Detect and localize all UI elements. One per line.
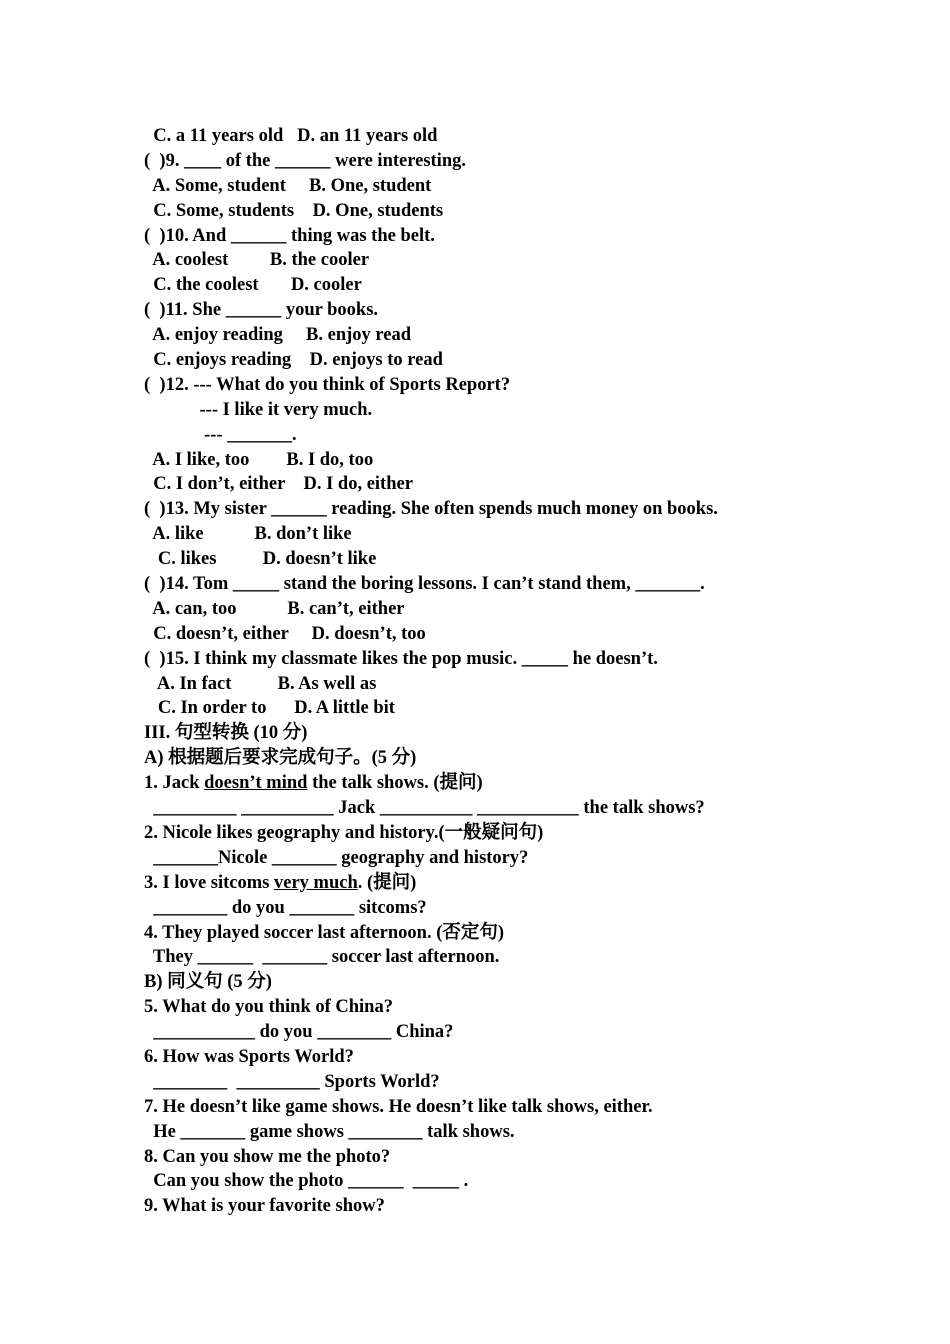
line-text: III. 句型转换 (10 分) bbox=[144, 723, 308, 744]
text-line bbox=[144, 1169, 904, 1194]
line-text: A. enjoy reading B. enjoy read bbox=[144, 325, 412, 346]
text-line bbox=[144, 622, 904, 647]
text-line bbox=[144, 472, 904, 497]
line-text: B) 同义句 (5 分) bbox=[144, 972, 272, 993]
text-line bbox=[144, 298, 904, 323]
line-text: ________ _________ Sports World? bbox=[144, 1071, 440, 1092]
text-line bbox=[144, 896, 904, 921]
line-text: 1. Jack bbox=[144, 773, 205, 794]
text-line bbox=[144, 448, 904, 473]
line-text: --- I like it very much. bbox=[144, 399, 373, 420]
text-line bbox=[144, 348, 904, 373]
underlined-text: doesn’t mind bbox=[204, 773, 308, 794]
line-text: C. a 11 years old D. an 11 years old bbox=[144, 126, 438, 146]
line-text: They ______ _______ soccer last afternoon. bbox=[144, 947, 500, 968]
line-text: Can you show the photo ______ _____ . bbox=[144, 1171, 469, 1192]
text-line bbox=[144, 672, 904, 697]
text-line bbox=[144, 821, 904, 846]
line-text: C. the coolest D. cooler bbox=[144, 275, 362, 296]
line-text: C. In order to D. A little bit bbox=[144, 698, 395, 719]
text-line bbox=[144, 771, 904, 796]
text-line bbox=[144, 398, 904, 423]
line-text: ( )11. She ______ your books. bbox=[144, 300, 379, 321]
text-line bbox=[144, 1070, 904, 1095]
text-line bbox=[144, 1045, 904, 1070]
line-text: 8. Can you show me the photo? bbox=[144, 1146, 391, 1167]
text-line bbox=[144, 1020, 904, 1045]
line-text: 3. I love sitcoms bbox=[144, 872, 274, 893]
line-text: C. likes D. doesn’t like bbox=[144, 549, 377, 570]
text-line bbox=[144, 323, 904, 348]
text-line bbox=[144, 572, 904, 597]
text-line bbox=[144, 945, 904, 970]
line-text: A. like B. don’t like bbox=[144, 524, 352, 545]
line-text: the talk shows. (提问) bbox=[307, 773, 483, 794]
text-line bbox=[144, 423, 904, 448]
line-text: ( )15. I think my classmate likes the pop music. _____ he doesn’t. bbox=[144, 648, 658, 669]
line-text: ___________ do you ________ China? bbox=[144, 1022, 454, 1043]
line-text: 4. They played soccer last afternoon. (否定句) bbox=[144, 922, 505, 943]
line-text: _________ __________ Jack __________ ___________ the talk shows? bbox=[144, 798, 705, 819]
text-line bbox=[144, 273, 904, 298]
text-line bbox=[144, 746, 904, 771]
text-line bbox=[144, 721, 904, 746]
text-line bbox=[144, 1194, 904, 1219]
line-text: 6. How was Sports World? bbox=[144, 1046, 354, 1067]
line-text: C. doesn’t, either D. doesn’t, too bbox=[144, 623, 426, 644]
text-line bbox=[144, 1120, 904, 1145]
worksheet-content bbox=[144, 124, 904, 1219]
line-text: A. can, too B. can’t, either bbox=[144, 598, 405, 619]
line-text: A. In fact B. As well as bbox=[144, 673, 377, 694]
text-line bbox=[144, 796, 904, 821]
text-line bbox=[144, 373, 904, 398]
line-text: ( )10. And ______ thing was the belt. bbox=[144, 225, 435, 246]
text-line bbox=[144, 995, 904, 1020]
line-text: ( )9. ____ of the ______ were interesting. bbox=[144, 150, 466, 171]
line-text: 5. What do you think of China? bbox=[144, 997, 393, 1018]
text-line bbox=[144, 199, 904, 224]
line-text: A. I like, too B. I do, too bbox=[144, 449, 374, 470]
text-line bbox=[144, 846, 904, 871]
text-line bbox=[144, 224, 904, 249]
text-line bbox=[144, 522, 904, 547]
text-line bbox=[144, 149, 904, 174]
text-line bbox=[144, 1095, 904, 1120]
text-line bbox=[144, 1145, 904, 1170]
underlined-text: very much bbox=[274, 872, 358, 893]
text-line bbox=[144, 547, 904, 572]
text-line bbox=[144, 174, 904, 199]
line-text: C. enjoys reading D. enjoys to read bbox=[144, 350, 443, 371]
text-line bbox=[144, 970, 904, 995]
line-text: He _______ game shows ________ talk shows. bbox=[144, 1121, 515, 1142]
line-text: 9. What is your favorite show? bbox=[144, 1196, 385, 1217]
text-line bbox=[144, 124, 904, 149]
line-text: --- _______. bbox=[144, 424, 297, 445]
line-text: ( )13. My sister ______ reading. She often spends much money on books. bbox=[144, 499, 718, 520]
text-line bbox=[144, 497, 904, 522]
text-line bbox=[144, 248, 904, 273]
line-text: 2. Nicole likes geography and history.(一般疑问句) bbox=[144, 822, 544, 843]
text-line bbox=[144, 921, 904, 946]
line-text: _______Nicole _______ geography and history? bbox=[144, 847, 529, 868]
line-text: ________ do you _______ sitcoms? bbox=[144, 897, 427, 918]
line-text: A) 根据题后要求完成句子。(5 分) bbox=[144, 748, 417, 769]
text-line bbox=[144, 647, 904, 672]
line-text: C. I don’t, either D. I do, either bbox=[144, 474, 413, 495]
line-text: ( )14. Tom _____ stand the boring lessons. I can’t stand them, _______. bbox=[144, 574, 705, 595]
text-line bbox=[144, 696, 904, 721]
line-text: A. coolest B. the cooler bbox=[144, 250, 370, 271]
line-text: 7. He doesn’t like game shows. He doesn’t like talk shows, either. bbox=[144, 1096, 653, 1117]
text-line bbox=[144, 871, 904, 896]
line-text: . (提问) bbox=[357, 872, 417, 893]
line-text: ( )12. --- What do you think of Sports Report? bbox=[144, 374, 511, 395]
text-line bbox=[144, 597, 904, 622]
line-text: A. Some, student B. One, student bbox=[144, 175, 432, 196]
line-text: C. Some, students D. One, students bbox=[144, 200, 444, 221]
